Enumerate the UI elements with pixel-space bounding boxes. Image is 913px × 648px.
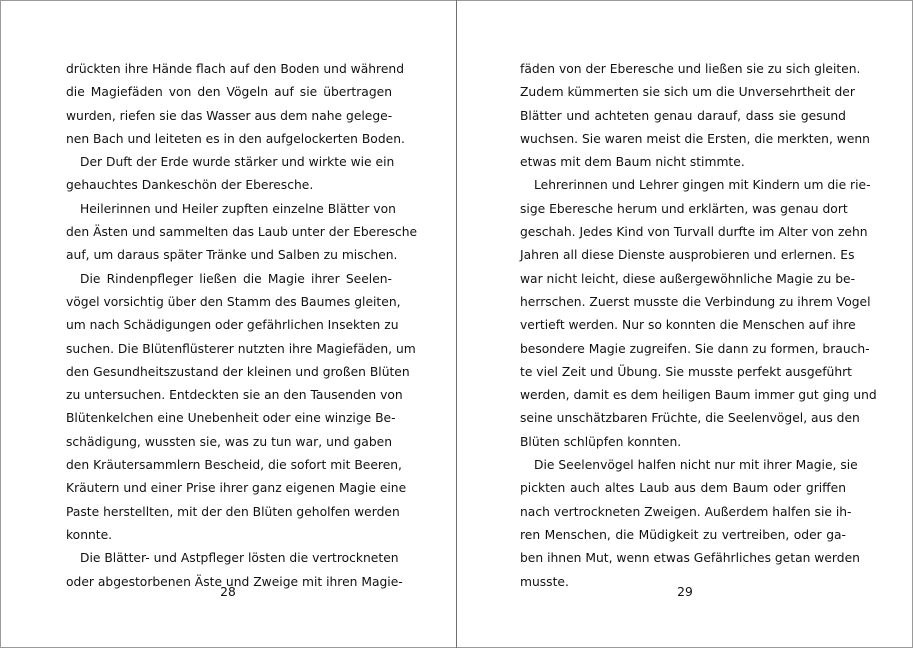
text-line: fäden von der Eberesche und ließen sie zu sich gleiten. [520, 62, 861, 76]
right-page [457, 0, 913, 648]
text-line: vertieft werden. Nur so konnten die Menschen auf ihre [520, 318, 856, 333]
text-line: Lehrerinnen und Lehrer gingen mit Kindern um die rie- [534, 178, 871, 193]
text-line: schädigung, wussten sie, was zu tun war, und gaben [66, 434, 392, 449]
text-line: auf, um daraus später Tränke und Salben zu mischen. [66, 248, 398, 263]
text-line: sige Eberesche herum und erklärten, was genau dort [520, 201, 848, 216]
text-line: Die Seelenvögel halfen nicht nur mit ihrer Magie, sie [534, 458, 858, 473]
text-line: herrschen. Zuerst musste die Verbindung zu ihrem Vogel [520, 294, 871, 309]
text-line: Zudem kümmerten sie sich um die Unversehrtheit der [520, 85, 855, 100]
text-line: Jahren all diese Dienste ausprobieren und erlernen. Es [520, 248, 855, 263]
text-line: seine unschätzbaren Früchte, die Seelenvögel, aus den [520, 411, 860, 426]
right-page-number: 29 [677, 585, 693, 599]
text-line: um nach Schädigungen oder gefährlichen Insekten zu [66, 318, 399, 333]
text-line: suchen. Die Blütenflüsterer nutzten ihre Magiefäden, um [66, 341, 416, 356]
text-line: wuchsen. Sie waren meist die Ersten, die merkten, wenn [520, 131, 870, 146]
text-line: oder abgestorbenen Äste und Zweige mit ihren Magie- [66, 574, 403, 589]
text-line: gehauchtes Dankeschön der Eberesche. [66, 178, 314, 193]
left-page-text [66, 58, 418, 594]
text-line: Kräutern und einer Prise ihrer ganz eigenen Magie eine [66, 481, 407, 496]
text-line: nach vertrockneten Zweigen. Außerdem halfen sie ih- [520, 504, 852, 519]
text-line: den Kräutersammlern Bescheid, die sofort mit Beeren, [66, 458, 402, 473]
text-line: konnte. [66, 527, 113, 542]
text-line: pickten auch altes Laub aus dem Baum oder griffen [520, 481, 846, 496]
text-line: war nicht leicht, diese außergewöhnliche Magie zu be- [520, 271, 855, 286]
text-line: Der Duft der Erde wurde stärker und wirkte wie ein [80, 155, 395, 170]
text-line: Paste herstellten, mit der den Blüten geholfen werden [66, 504, 400, 519]
text-line: ben ihnen Mut, wenn etwas Gefährliches getan werden [520, 551, 860, 566]
text-line: Blüten schlüpfen konnten. [520, 434, 682, 449]
text-line: den Gesundheitszustand der kleinen und großen Blüten [66, 364, 410, 379]
text-line: drückten ihre Hände flach auf den Boden und während [66, 62, 405, 76]
text-line: ren Menschen, die Müdigkeit zu vertreiben, oder ga- [520, 527, 846, 542]
text-line: te viel Zeit und Übung. Sie musste perfekt ausgeführt [520, 364, 852, 379]
text-line: Blätter und achteten genau darauf, dass sie gesund [520, 108, 846, 123]
text-line: vögel vorsichtig über den Stamm des Baumes gleiten, [66, 294, 401, 309]
text-line: nen Bach und leiteten es in den aufgelockerten Boden. [66, 131, 405, 146]
right-page-text [520, 58, 877, 594]
text-line: Die Blätter- und Astpfleger lösten die vertrockneten [80, 551, 399, 566]
text-line: zu untersuchen. Entdeckten sie an den Tausenden von [66, 388, 403, 403]
text-line: Die Rindenpfleger ließen die Magie ihrer Seelen- [80, 271, 392, 286]
text-line: geschah. Jedes Kind von Turvall durfte im Alter von zehn [520, 225, 868, 240]
left-page-number: 28 [220, 585, 236, 599]
text-line: Blütenkelchen eine Unebenheit oder eine winzige Be- [66, 411, 396, 426]
text-line: wurden, riefen sie das Wasser aus dem nahe gelege- [66, 108, 393, 123]
text-line: die Magiefäden von den Vögeln auf sie übertragen [66, 85, 392, 100]
left-page [0, 0, 456, 648]
text-line: musste. [520, 574, 569, 589]
text-line: Heilerinnen und Heiler zupften einzelne Blätter von [80, 201, 396, 216]
text-line: etwas mit dem Baum nicht stimmte. [520, 155, 745, 170]
text-line: den Ästen und sammelten das Laub unter der Eberesche [66, 225, 418, 240]
text-line: werden, damit es dem heiligen Baum immer gut ging und [520, 388, 877, 403]
text-line: besondere Magie zugreifen. Sie dann zu formen, brauch- [520, 341, 870, 356]
